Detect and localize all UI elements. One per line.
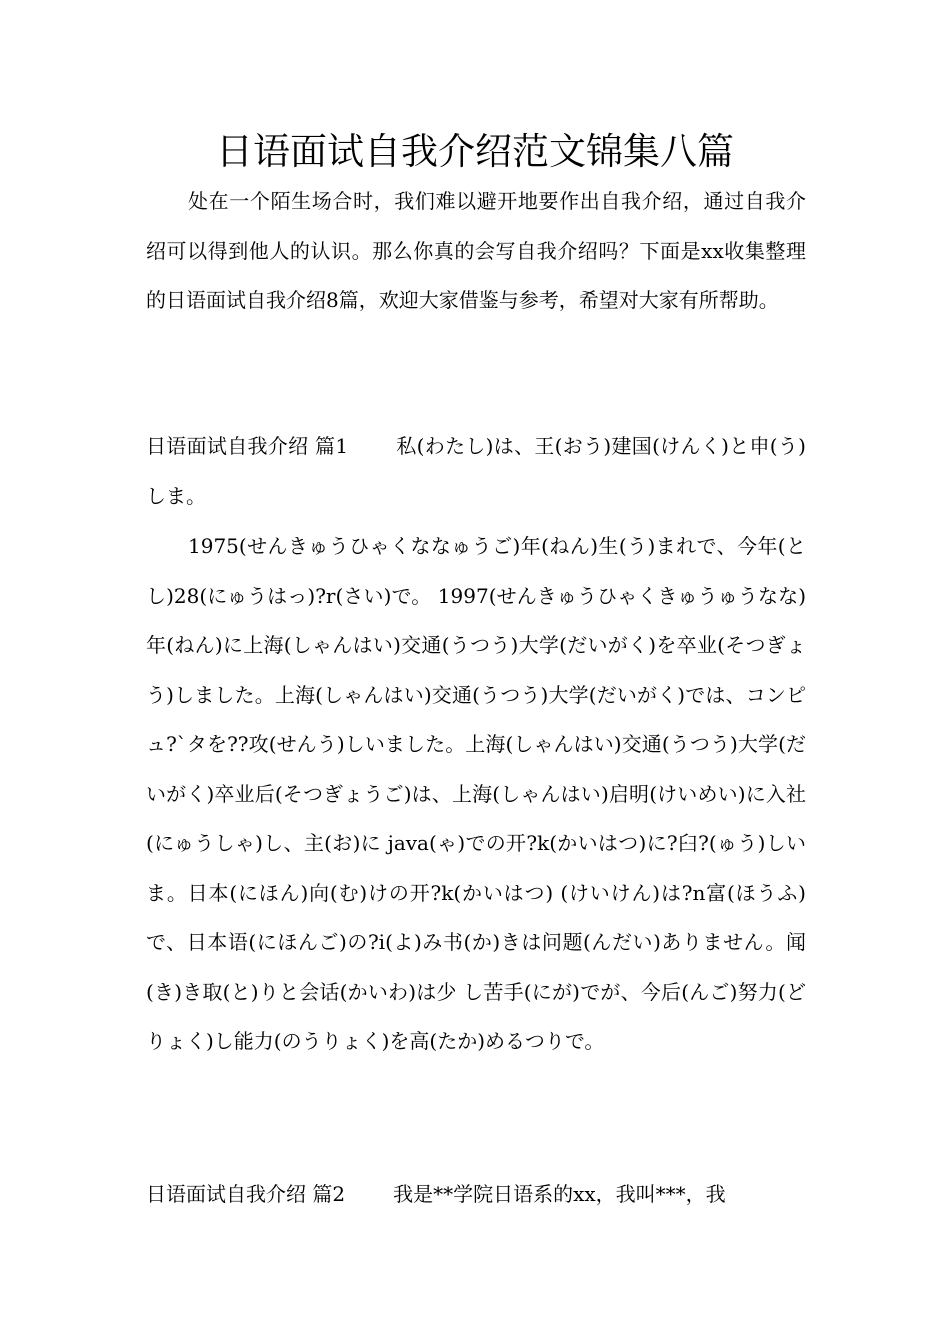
section-1-body-paragraph: 1975(せんきゅうひゃくななゅうご)年(ねん)生(う)まれで、今年(とし)28(にゅうはっ)?r(さい)で。 1997(せんきゅうひゃくきゅうゅうなな)年(ねん)に上海(しゃんはい)交通(うつう)大学(だいがく)を卒业(そつぎょう)しました。上海(しゃんはい)交通(うつう)大学(だいがく)では、コンピュ?`タを??攻(せんう)しいました。上海(しゃんはい)交通(うつう)大学(だいがく)卒业后(そつぎょうご)は、上海(しゃんはい)启明(けいめい)に入社(にゅうしゃ)し、主(お)に java(ゃ)での开?k(かいはつ)に?臼?(ゅう)しいま。日本(にほん)向(む)けの开?k(かいはつ) (けいけん)は?n富(ほうふ)で、日本语(にほんご)の?i(よ)み书(か)きは问题(んだい)ありません。闻(き)き取(と)りと会话(かいわ)は少 し苦手(にが)でが、今后(んご)努力(どりょく)し能力(のうりょく)を高(たか)めるつりで。 xyxy=(146,534,806,1053)
section-2-heading: 日语面试自我介绍 篇2 xyxy=(146,1182,346,1206)
section-2-text: 我是**学院日语系的xx，我叫***，我 xyxy=(393,1182,726,1206)
section-2-paragraph xyxy=(146,1170,806,1220)
section-1-text: 私(わたし)は、王(おう)建国(けんく)と申(う)しま。 xyxy=(146,434,806,508)
section-1-heading: 日语面试自我介绍 篇1 xyxy=(146,434,349,458)
section-1-paragraph xyxy=(146,422,806,521)
document-title: 日语面试自我介绍范文锦集八篇 xyxy=(216,130,734,173)
intro-paragraph: 处在一个陌生场合时，我们难以避开地要作出自我介绍，通过自我介绍可以得到他人的认识。那么你真的会写自我介绍吗？下面是xx收集整理的日语面试自我介绍8篇，欢迎大家借鉴与参考，希望对大家有所帮助。 xyxy=(146,189,806,312)
